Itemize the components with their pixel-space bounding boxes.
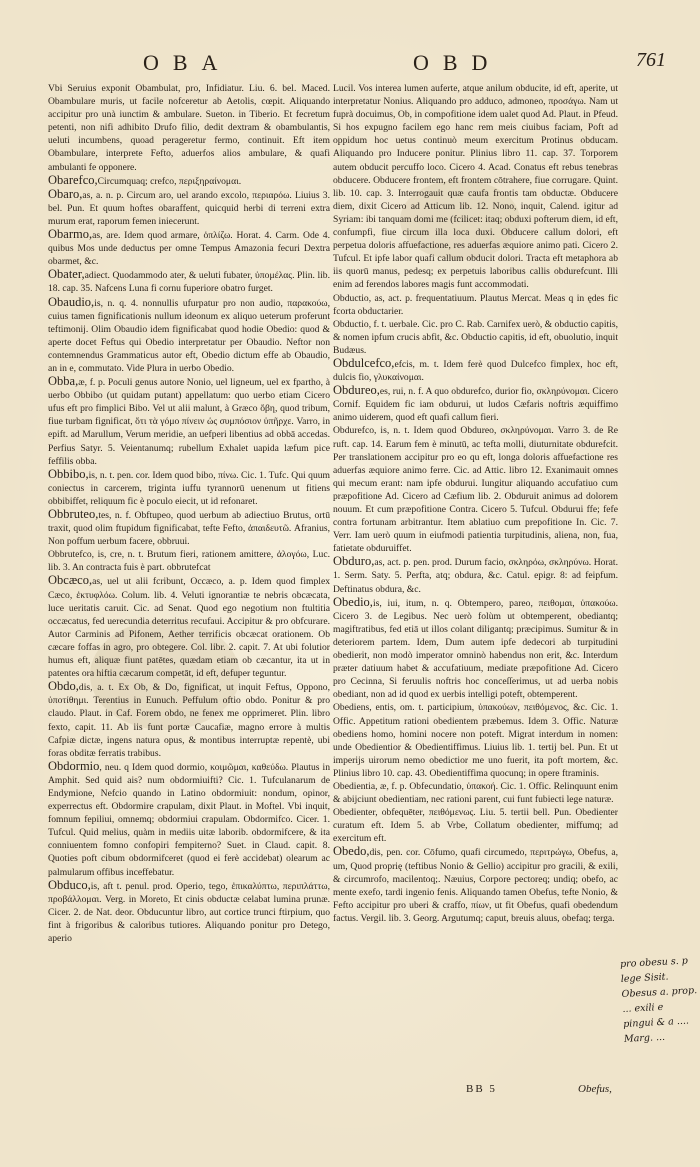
dictionary-entry — [333, 596, 618, 702]
dictionary-entry — [48, 760, 330, 879]
dictionary-entry — [48, 82, 330, 174]
dictionary-entry — [48, 680, 330, 760]
entry-headword: Obbruteo, — [48, 507, 99, 521]
entry-text: Obediens, entis, om. t. participium, ὑπακούων, πειθόμενος, &c. Cic. 1. Offic. Appetitum rationi obedientem præbemus. Idem 3. Offic. Naturæ obediens homo, homini nocere non poteft. Migrat interdum in nomen: unde Obedientior & Obedientiffimus. Liuius lib. 1. tertij bel. Pun. Et ut imperijs uirorum nemo obedictior me uno fuerit, ita poft mortem, &c. Plinius libro 10. cap. 43. Obedientiffima quocunq; in opere ftraminis. — [333, 702, 618, 779]
entry-headword: Obedo, — [333, 844, 370, 859]
entry-text: is, iui, itum, n. q. Obtempero, pareo, πειθομαι, ὑπακούω. Cicero 3. de Legibus. Nec uerò folùm ut obtemperent, obediantq; magiftratibus, fed etiā ut illos colant diligantq; præcipimus. Sumitur & in deteriorem partem. Idem, Dum autem ipfe dedecori ab turpitudini obedierit, non modò imperator omninò habendus non erit, &c. Interdum præter datiuum habet & accufatiuum, mediate præpofitione Ad. Cicero pro Cecinna, Si feruulis noftris hoc conceſſerimus, ut ad uerba nobis obediant, non ad id quod ex uerbis intelligi poteft, obtemperent. — [333, 597, 618, 701]
entry-headword: Obdo, — [48, 679, 79, 694]
dictionary-entry — [333, 357, 618, 384]
entry-text: as, act. p. pen. prod. Durum facio, σκληρόω, σκληρύνω. Horat. 1. Serm. Saty. 5. Perfta, atq; obdura, &c. Catul. epigr. 8: ad feipfum. Deftinatus obdura, &c. — [333, 557, 618, 595]
entry-headword: Obarefco, — [48, 172, 98, 187]
entry-headword: Obbibo, — [48, 466, 89, 481]
entry-text: æ, f. p. Poculi genus autore Nonio, uel ligneum, uel ex fpartho, à uerbo Obbibo (ut quidam putant) appellatum: quo uerbo etiam Cicero ufus eft pro fimplici Bibo. Vel ut alii malunt, à Græco ὄβη, quod tribum, fiue turbam fignificat, ὅτι τὰ γόμο πίνειν ὡς συμπόσιον ὑπῆρχε. Varro, in epift. ad Marullum, Verum meridie, an uefperi libentius ad obbā accedas. Perfius Satyr. 5. Veientanumq; rubellum Exhalet uapida læfum pice feffilis obba. — [48, 377, 330, 467]
signature-mark: BB 5 — [466, 1083, 497, 1095]
dictionary-entry — [48, 268, 330, 295]
left-column — [48, 82, 330, 1112]
entry-headword: Obba, — [48, 374, 79, 389]
dictionary-entry — [48, 879, 330, 945]
entry-text: as, uel ut alii fcribunt, Occæco, a. p. Idem quod fimplex Cæco, ἐκτυφλόω. Colum. lib. 4. Veluti ignorantiæ te nebris obcæcata, luce ueritatis caruit. Cic. ad Senat. Quod ego negotium non ftultitia occæcatus, fed uerecundia deterritus recufaui. Accipitur & pro obfcurare. Autor Carminis ad Pifonem, Aether terrificis obcæcat orationem. Ob cæcare foffas in agro, pro obtegere. Col. libr. 2. capit. 7. At ubi folutior humus eft, aliquæ fiunt patētes, quædam etiam ob cæcantur, ita ut in patentes ora hiftia cæcarum competāt, id eft, defuper teguntur. — [48, 576, 330, 680]
entry-headword: Obduro, — [333, 554, 375, 569]
entry-text: Vbi Seruius exponit Obambulat, pro, Infidiatur. Liu. 6. bel. Maced. Obambulare muris, ut facile nofceretur ab Aetolis, cœpit. Aliquando accipitur pro unà iunctim & ambulare. Sueton. in Tiberio. Et fecretum petenti, non nifi adhibito Drufo filio, dedit dextram & obambulantis, ueluti incumbens, quoad perageretur fermo, continuit. Eft item Obambulare, interprete Fefto, aduerfos alios ambulare, & quafi ambulanti fe opponere. — [48, 83, 330, 173]
header-right-keyword: OBD — [413, 50, 502, 75]
margin-note-line: ... exili e — [622, 1001, 664, 1015]
dictionary-entry — [48, 468, 330, 508]
entry-headword: Obarmo, — [48, 227, 93, 242]
dictionary-entry — [333, 318, 618, 357]
dictionary-entry — [48, 188, 330, 228]
entry-text: as, are. Idem quod armare, ὁπλίζω. Horat. 4. Carm. Ode 4. quibus Mos unde deductus per omne Tempus Amazonia fecuri Dextra obarmet, &c. — [48, 230, 330, 268]
dictionary-entry — [333, 845, 618, 925]
dictionary-entry — [333, 806, 618, 845]
entry-headword: Obdureo, — [333, 383, 380, 398]
page-number: 761 — [636, 49, 666, 71]
entry-text: Circumquaq; crefco, περιξηραίνομαι. — [97, 175, 242, 187]
entry-headword: Obaro, — [48, 186, 83, 201]
entry-text: as, a. n. p. Circum aro, uel arando excolo, περιαρόω. Liuius 3. bel. Pun. Et quum hoftes obaraffent, quicquid herbi di terreni extra murum erat, raporum femen iniecerunt. — [48, 189, 330, 227]
dictionary-entry — [333, 424, 618, 555]
page-header — [48, 49, 666, 84]
entry-text: Lucil. Vos interea lumen auferte, atque anilum obducite, id eft, aperite, ut interpretatur Nonius. Aliquando pro adduco, admoneo, προσάγω. Nam ut fuprà docuimus, Ob, in compofitione idem ualet quod Ad. Plaut. in Pfeud. Si hos expugno facilem ego hanc rem meis ciuibus faciam, Poft ad oppidum hoc uetus continuò meum exercitum Protinus obducam. Aliquando pro Inducere ponitur. Plinius libro 11. cap. 37. Torporem autem obducit percuffo loco. Cicero 4. Acad. Conatus eft rebus tenebras obducere. Obducere frontem, eft frontem cōtrahere, fiue corrugare. Quint. lib. 10. cap. 3. Interrogauit quæ caufa frontis tam obductæ. Obducere diem, dixit Cicero ad Atticum lib. 12. Nono, inquit, Calend. igitur ad Syriam: ibi tanquam domi me (fcilicet: itaq; obduxi pofterum diem, id eft, confumpfi, fiue circum illa loca duxi. Obducere callum dolori, eft perpetua doloris affuefactione, res aduerfas æquiore animo pati. Cicero 2. Tufcul. Et ipfe labor quafi callum obducit dolori. Tracta eft metaphora ab iis quorū manus, pedesq; ex perpetuis laboribus callis obdurefcunt. Illi enim ad ferendos labores magis funt accommodati. — [333, 83, 618, 291]
dictionary-entry — [48, 574, 330, 680]
entry-text: adiect. Quodammodo ater, & ueluti fubater, ὑπομέλας. Plin. lib. 18. cap. 35. Nafcens Luna fi cornu fuperiore obatro furget. — [48, 270, 330, 295]
entry-text: Obbrutefco, is, cre, n. t. Brutum fieri, rationem amittere, ἀλογόω, Luc. lib. 3. An contracta fuis è part. obbrutefcat — [48, 549, 330, 574]
entry-text: , neu. q Idem quod dormio, κοιμῶμαι, καθεύδω. Plautus in Amphit. Sed quid ais? num obdormiuifti? Cic. 1. Tufculanarum de Endymione, Nefcio quando in Latino obdormiuit: nondum, opinor, experrectus eft. Obdormire crapulam, dixit Plaut. in Moftel. Vbi inquit, fomnum fepiliui, omnemq; obdormiui crapulam. Obdormifco. Cicer. 1. Tufcul. Quid melius, quàm in mediis uitæ laborib. obdormifcere, & ita conniuentem fomno confopiri fempiterno? Suet. in Claud. capit. 8. Quoties poft cibum obdormifceret (quod ei ferè accidebat) olearum ac palmularum offibus inceffebatur. — [48, 761, 330, 878]
header-left-keyword: OBA — [143, 50, 232, 75]
dictionary-entry — [48, 508, 330, 548]
dictionary-entry — [48, 296, 330, 376]
margin-note-line: lege Sisit. — [620, 971, 669, 986]
right-column — [333, 82, 618, 1092]
dictionary-entry — [333, 701, 618, 780]
entry-text: Obedienter, obfequēter, πειθόμενως. Liu. 5. tertii bell. Pun. Obedienter curatum eft. Idem 5. ab Vrbe, Collatum obedienter, miffumq; ad exercitum eft. — [333, 807, 618, 845]
entry-headword: Obedio, — [333, 594, 373, 609]
entry-text: is, aft t. penul. prod. Operio, tego, ἐπικαλύπτω, περιπλάττω, προβάλλομαι. Verg. in Moreto, Et cinis obductæ celabat lumina prunæ. Cicer. 2. de Nat. deor. Obducuntur libro, aut cortice trunci ftirpium, quo fint à frigoribus & caloribus tutiores. Aliquando ponitur pro Detego, aperio — [48, 880, 330, 944]
dictionary-entry — [48, 228, 330, 268]
dictionary-entry — [48, 548, 330, 574]
handwritten-margin-notes — [620, 953, 700, 1047]
entry-text: is, n. t. pen. cor. Idem quod bibo, πίνω. Cic. 1. Tufc. Qui quum coniectus in carcerem, triginta iuffu tyrannorū uenenum ut fitiens obbibiffet, reliquum fic è poculo eiecit, ut id refonaret. — [48, 469, 330, 507]
entry-text: Obdurefco, is, n. t. Idem quod Obdureo, σκληρύνομαι. Varro 3. de Re ruft. cap. 14. Earum fem è minutū, ac tefta molli, diuturnitate obdurefcit. Per translationem accipitur pro eo qu eft, longa doloris affuefactione res aduerfas æquiore animo ferre. Cic. ad Attic. libro 12. Exanimauit omnes qui mecum erant: nam ipfe obdurui. Iungitur aliquando accufatiuo cum præpofitione Ad. Cicero ad Cæfium lib. 2. Obduruit animus ad dolorem nouum. Et cum præpofitione Contra. Cicero 5. Tufcul. Obdurui ffe; fefe contra fortunam arbitrantur. Item ablatiuo cum prepofitione In. Cic. 7. Verr. Iam uerò quum in eiufmodi patientia turpitudinis, aliena, non, fua, fatietate obduruiffet. — [333, 425, 618, 555]
entry-text: Obductio, f. t. uerbale. Cic. pro C. Rab. Carnifex uerò, & obductio capitis, & nomen ipfum crucis abfit, &c. Obductio capitis, id eft, obuolutio, inquit Budæus. — [333, 318, 618, 356]
entry-text: Obductio, as, act. p. frequentatiuum. Plautus Mercat. Meas q in ędes fic fcorta obductarier. — [333, 292, 618, 317]
entry-text: tes, n. f. Obftupeo, quod uerbum ab adiectiuo Brutus, ortū traxit, quod olim ftupidum fignificabat, tefte Fefto, ἀπαιδευτῶ. Afranius, Non poffum uerbum facere, obbruui. — [48, 510, 330, 548]
entry-headword: Obater, — [48, 267, 85, 282]
entry-headword: Obdulcefco, — [333, 355, 395, 370]
entry-text: Obedientia, æ, f. p. Obfecundatio, ὑπακοή. Cic. 1. Offic. Relinquunt enim & abijciunt obedientiam, nec rationi parent, cui funt fubiecti lege naturæ. — [333, 780, 618, 806]
dictionary-entry — [333, 292, 618, 318]
dictionary-entry — [333, 82, 618, 292]
margin-note-line: Marg. ... — [623, 1031, 666, 1045]
margin-note-line: pro obesu s. p — [619, 955, 689, 971]
entry-text: efcis, m. t. Idem ferè quod Dulcefco fimplex, hoc eft, dulcis fio, γλυκαίνομαι. — [333, 358, 618, 384]
dictionary-entry — [48, 174, 330, 188]
entry-text: is, n. q. 4. nonnullis ufurpatur pro non audio, παρακούω, cuius tamen fignificationis nullum ideonum ex aliquo ueterum proferunt teftimonij. Olim Obaudio idem fignificabat quod hodie Obedio: quod & aperte docet Feftus qui Obedio interpretatur per Obaudio. Neftor non contemnendus Grammaticus autor eft, Obedio dictum effe ab Obaudio, an in e, commutato. Vide Plura in uerbo Obedio. — [48, 297, 330, 374]
entry-text: es, rui, n. f. A quo obdurefco, durior fio, σκληρύνομαι. Cicero Cornif. Equidem fic iam obdurui, ut ludos Cæfaris noftris æquiffimo animo uiderem, quod eft quafi callum fieri. — [333, 386, 618, 424]
entry-text: dis, pen. cor. Cōfumo, quafi circumedo, περιτρώγω, Obefus, a, um, Quod proprię (teftibus Nonio & Gellio) accipitur pro gracili, & exili, & circumrofo, macilentoq;. Næuius, Corpore pectoreq; undiq; obefo, ac mente exefo, tardi ingenio fenis. Aliquando tamen Obefus, tefte Nonio, & Fefto accipitur pro uberi & craffo, πίων, ut fit Obefus, quafi obedendum factus. Vergil. lib. 3. Georg. Argutumq; caput, breuis aluus, obefaq; terga. — [333, 847, 618, 924]
dictionary-entry — [48, 375, 330, 468]
dictionary-entry — [333, 384, 618, 424]
margin-note-line: Obesus a. prop. — [621, 985, 698, 1000]
entry-headword: Obduco, — [48, 877, 91, 892]
entry-headword: Obcæco, — [48, 573, 93, 588]
dictionary-entry — [333, 555, 618, 595]
margin-note-line: pingui & a .... — [622, 1015, 690, 1030]
entry-headword: Obdormio — [48, 758, 100, 773]
dictionary-entry — [333, 780, 618, 806]
catchword: Obefus, — [578, 1083, 612, 1095]
entry-text: dis, a. t. Ex Ob, & Do, fignificat, ut inquit Feftus, Oppono, ὑποτίθημι. Terentius in Eunuch. Peffulum oftio obdo. Ponitur & pro claudo. Plaut. in Caf. Forem obdo, ne fenex me opprimeret. Plin. libro fexto, capit. 11. Ab iis funt portæ Caucafiæ, magno errore à multis Cafpiæ dictæ, ingens natura opus, & montibus interruptæ repentè, ubi foras obditæ ferratis trabibus. — [48, 682, 330, 759]
entry-headword: Obaudio, — [48, 294, 95, 309]
